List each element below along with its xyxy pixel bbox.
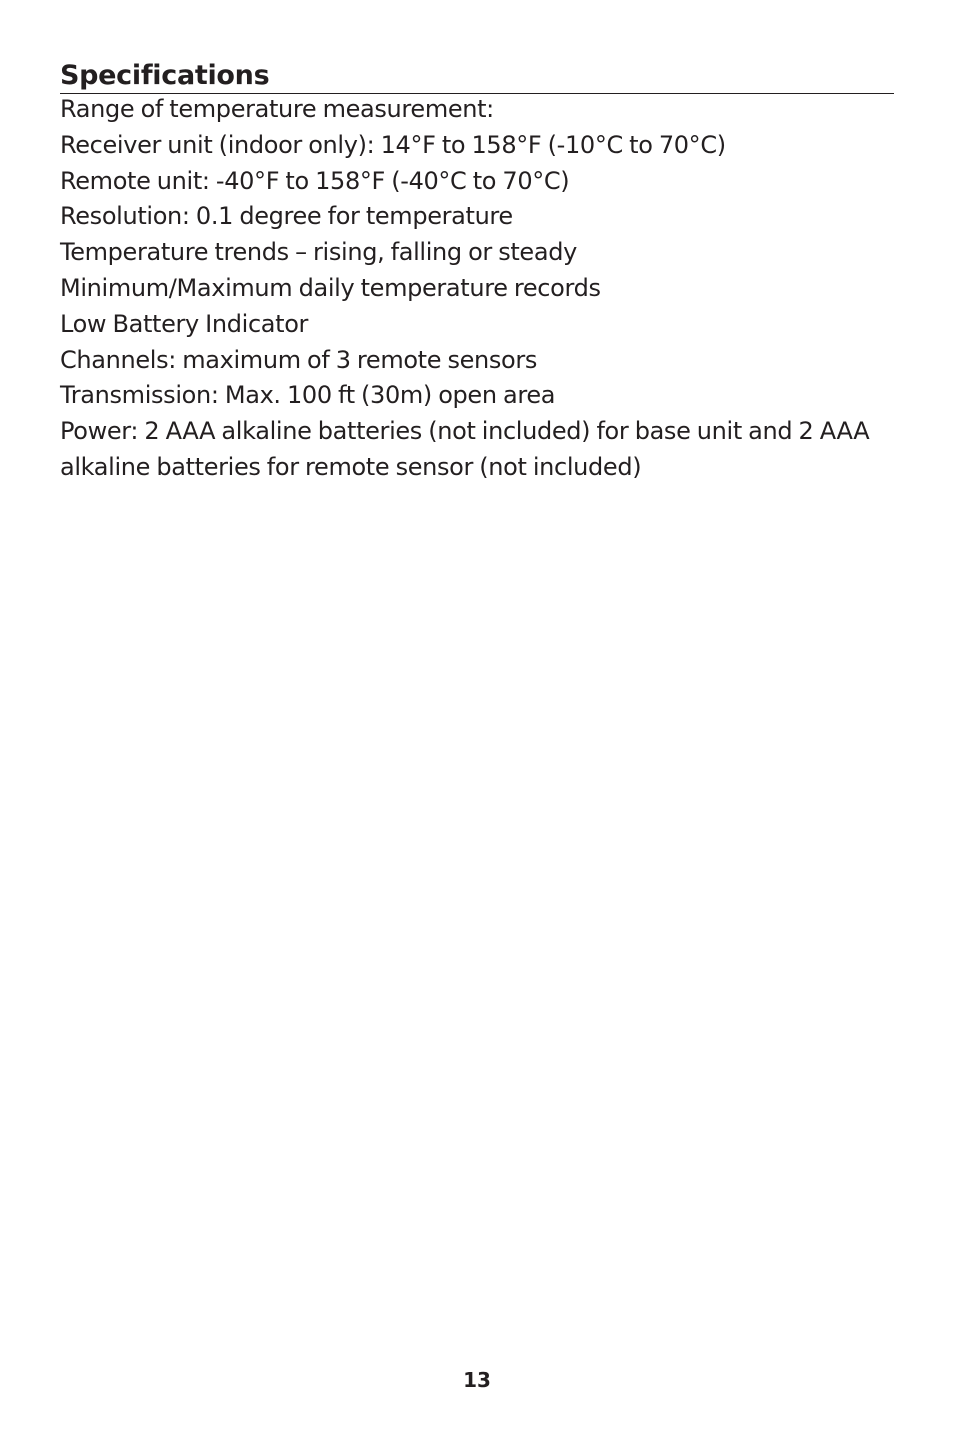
specifications-list <box>60 92 908 486</box>
spec-item-channels: Channels: maximum of 3 remote sensors <box>60 345 538 374</box>
spec-item-low-battery: Low Battery Indicator <box>60 309 309 338</box>
spec-item-transmission: Transmission: Max. 100 ft (30m) open area <box>60 381 556 410</box>
spec-item-range: Range of temperature measurement: <box>60 95 494 123</box>
section-title: Specifications <box>60 60 270 91</box>
spec-item-receiver-unit: Receiver unit (indoor only): 14°F to 158°F (-10°C to 70°C) <box>60 130 726 159</box>
section-heading <box>60 56 894 94</box>
spec-item-temperature-trends: Temperature trends – rising, falling or steady <box>60 238 577 267</box>
spec-item-min-max-records: Minimum/Maximum daily temperature records <box>60 273 601 302</box>
spec-item-power: Power: 2 AAA alkaline batteries (not included) for base unit and 2 AAA alkaline batteries for remote sensor (not included) <box>60 417 870 481</box>
spec-item-resolution: Resolution: 0.1 degree for temperature <box>60 202 513 231</box>
page-number: 13 <box>463 1368 491 1392</box>
spec-item-remote-unit: Remote unit: -40°F to 158°F (-40°C to 70°C) <box>60 166 570 195</box>
